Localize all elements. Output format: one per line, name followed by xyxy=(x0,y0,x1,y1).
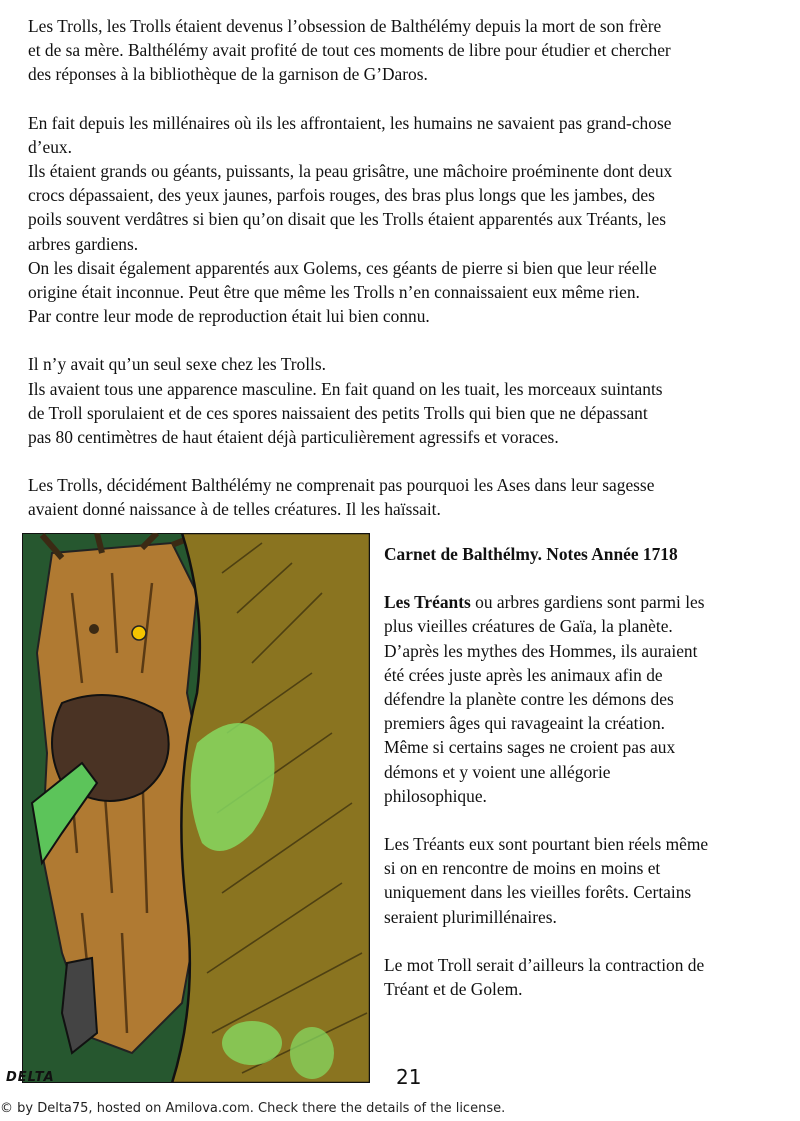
text-line: pas 80 centimètres de haut étaient déjà particulièrement agressifs et voraces. xyxy=(28,427,559,448)
text-line xyxy=(384,590,784,614)
text-line: de Troll sporulaient et de ces spores naissaient des petits Trolls qui bien que ne dépassant xyxy=(28,402,648,423)
text-line: des réponses à la bibliothèque de la garnison de G’Daros. xyxy=(28,64,428,85)
notebook-notes xyxy=(384,542,784,1001)
text-line: Ils étaient grands ou géants, puissants, la peau grisâtre, une mâchoire proéminente dont deux xyxy=(28,161,673,182)
text-line: seraient plurimillénaires. xyxy=(384,906,557,927)
text-fragment: ou arbres gardiens sont parmi les xyxy=(470,592,705,613)
text-line: Tréant et de Golem. xyxy=(384,979,523,1000)
text-line: Le mot Troll serait d’ailleurs la contraction de xyxy=(384,954,705,975)
text-line: philosophique. xyxy=(384,785,487,806)
text-line: démons et y voient une allégorie xyxy=(384,761,611,782)
text-line: avaient donné naissance à de telles créatures. Il les haïssait. xyxy=(28,499,441,520)
text-line: été crées juste après les animaux afin de xyxy=(384,664,663,685)
artist-signature: DELTA xyxy=(6,1070,55,1085)
text-line: d’eux. xyxy=(28,136,72,157)
text-line: En fait depuis les millénaires où ils les affrontaient, les humains ne savaient pas grand-chose xyxy=(28,112,672,133)
story-text xyxy=(28,14,784,522)
text-line: crocs dépassaient, des yeux jaunes, parfois rouges, des bras plus longs que les jambes, des xyxy=(28,185,655,206)
text-line: Par contre leur mode de reproduction était lui bien connu. xyxy=(28,306,430,327)
treants-term: Les Tréants xyxy=(384,592,471,613)
text-line: Les Trolls, les Trolls étaient devenus l’obsession de Balthélémy depuis la mort de son frère xyxy=(28,16,662,36)
text-line: plus vieilles créatures de Gaïa, la planète. xyxy=(384,616,673,637)
page-number: 21 xyxy=(396,1065,422,1089)
text-line: uniquement dans les vieilles forêts. Certains xyxy=(384,882,692,903)
text-line: Ils avaient tous une apparence masculine. En fait quand on les tuait, les morceaux suintants xyxy=(28,378,663,399)
text-line: arbres gardiens. xyxy=(28,233,139,254)
text-line: Les Tréants eux sont pourtant bien réels même xyxy=(384,834,709,855)
text-line: si on en rencontre de moins en moins et xyxy=(384,858,661,879)
treant-drawing xyxy=(22,533,370,1083)
treant-illustration xyxy=(22,533,370,1083)
text-line: défendre la planète contre les démons des xyxy=(384,689,674,710)
text-line: origine était inconnue. Peut être que même les Trolls n’en connaissaient eux même rien. xyxy=(28,282,640,303)
text-line: On les disait également apparentés aux Golems, ces géants de pierre si bien que leur réelle xyxy=(28,257,657,278)
text-line: D’après les mythes des Hommes, ils auraient xyxy=(384,640,698,661)
text-line: Même si certains sages ne croient pas aux xyxy=(384,737,676,758)
text-line: Les Trolls, décidément Balthélémy ne comprenait pas pourquoi les Ases dans leur sagesse xyxy=(28,475,655,496)
text-line: poils souvent verdâtres si bien qu’on disait que les Trolls étaient apparentés aux Tréants, les xyxy=(28,209,667,230)
copyright-notice: © by Delta75, hosted on Amilova.com. Check there the details of the license. xyxy=(0,1101,506,1116)
text-line: premiers âges qui ravageaint la création. xyxy=(384,713,666,734)
text-line: et de sa mère. Balthélémy avait profité de tout ces moments de libre pour étudier et chercher xyxy=(28,40,671,61)
text-line: Il n’y avait qu’un seul sexe chez les Trolls. xyxy=(28,354,327,375)
notes-title: Carnet de Balthélmy. Notes Année 1718 xyxy=(384,544,678,564)
